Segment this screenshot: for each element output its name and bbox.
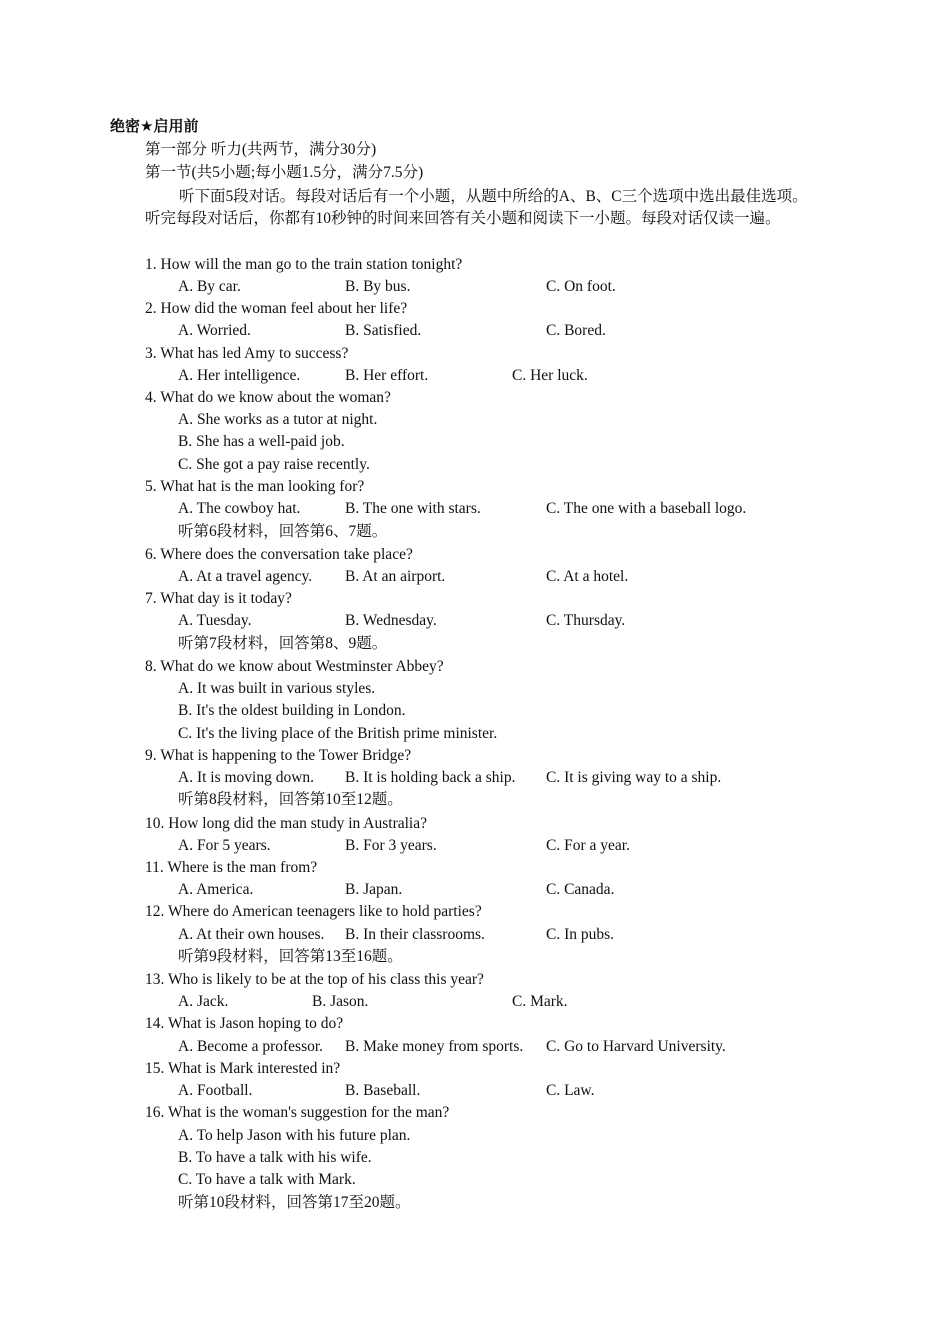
q6-option-b: B. At an airport. [345,568,446,585]
q12-option-a: A. At their own houses. [178,926,325,943]
question-13: 13. Who is likely to be at the top of his class this year? [145,971,484,988]
q9-option-b: B. It is holding back a ship. [345,769,516,786]
question-7: 7. What day is it today? [145,590,292,607]
part-heading: 第一部分 听力(共两节，满分30分) [145,141,377,158]
q14-option-a: A. Become a professor. [178,1038,324,1055]
q15-option-c: C. Law. [546,1082,595,1099]
q11-option-a: A. America. [178,881,254,898]
q13-option-c: C. Mark. [512,993,568,1010]
section-note-10: 听第10段材料，回答第17至20题。 [178,1194,411,1211]
question-10: 10. How long did the man study in Australia? [145,815,427,832]
question-1: 1. How will the man go to the train station tonight? [145,256,463,273]
q7-option-c: C. Thursday. [546,612,626,629]
q7-option-a: A. Tuesday. [178,612,252,629]
q14-option-c: C. Go to Harvard University. [546,1038,726,1055]
q4-option-a: A. She works as a tutor at night. [178,411,378,428]
instructions: 听下面5段对话。每段对话后有一个小题，从题中所给的A、B、C三个选项中选出最佳选项。听完每段对话后，你都有10秒钟的时间来回答有关小题和阅读下一小题。每段对话仅读一遍。 [145,188,808,228]
q16-option-b: B. To have a talk with his wife. [178,1149,372,1166]
question-8: 8. What do we know about Westminster Abbey? [145,658,444,675]
question-16: 16. What is the woman's suggestion for the man? [145,1104,450,1121]
q9-option-a: A. It is moving down. [178,769,315,786]
q5-option-b: B. The one with stars. [345,500,481,517]
q7-option-b: B. Wednesday. [345,612,437,629]
q2-option-c: C. Bored. [546,322,606,339]
q10-option-a: A. For 5 years. [178,837,271,854]
q12-option-c: C. In pubs. [546,926,615,943]
q12-option-b: B. In their classrooms. [345,926,485,943]
question-5: 5. What hat is the man looking for? [145,478,365,495]
section-heading: 第一节(共5小题;每小题1.5分，满分7.5分) [145,164,424,181]
section-note-8: 听第8段材料，回答第10至12题。 [178,791,403,808]
section-note-6: 听第6段材料，回答第6、7题。 [178,523,388,540]
question-14: 14. What is Jason hoping to do? [145,1015,344,1032]
confidential-label: 绝密★启用前 [110,117,199,135]
q3-option-c: C. Her luck. [512,367,588,384]
q1-option-a: A. By car. [178,278,241,295]
q5-option-c: C. The one with a baseball logo. [546,500,747,517]
q15-option-a: A. Football. [178,1082,253,1099]
q10-option-b: B. For 3 years. [345,837,437,854]
q4-option-b: B. She has a well-paid job. [178,433,345,450]
question-6: 6. Where does the conversation take place? [145,546,413,563]
q6-option-a: A. At a travel agency. [178,568,313,585]
question-9: 9. What is happening to the Tower Bridge? [145,747,412,764]
q16-option-a: A. To help Jason with his future plan. [178,1127,411,1144]
q8-option-a: A. It was built in various styles. [178,680,376,697]
q13-option-a: A. Jack. [178,993,229,1010]
question-11: 11. Where is the man from? [145,859,318,876]
q11-option-c: C. Canada. [546,881,615,898]
question-15: 15. What is Mark interested in? [145,1060,341,1077]
q5-option-a: A. The cowboy hat. [178,500,301,517]
q1-option-c: C. On foot. [546,278,616,295]
section-note-7: 听第7段材料，回答第8、9题。 [178,635,388,652]
q6-option-c: C. At a hotel. [546,568,629,585]
q16-option-c: C. To have a talk with Mark. [178,1171,356,1188]
question-2: 2. How did the woman feel about her life? [145,300,408,317]
q8-option-c: C. It's the living place of the British prime minister. [178,725,498,742]
q3-option-b: B. Her effort. [345,367,429,384]
q3-option-a: A. Her intelligence. [178,367,301,384]
q13-option-b: B. Jason. [312,993,369,1010]
q2-option-b: B. Satisfied. [345,322,422,339]
q10-option-c: C. For a year. [546,837,630,854]
q14-option-b: B. Make money from sports. [345,1038,524,1055]
q2-option-a: A. Worried. [178,322,251,339]
q9-option-c: C. It is giving way to a ship. [546,769,722,786]
q15-option-b: B. Baseball. [345,1082,421,1099]
q8-option-b: B. It's the oldest building in London. [178,702,406,719]
question-4: 4. What do we know about the woman? [145,389,391,406]
q11-option-b: B. Japan. [345,881,403,898]
question-3: 3. What has led Amy to success? [145,345,349,362]
question-12: 12. Where do American teenagers like to hold parties? [145,903,482,920]
q4-option-c: C. She got a pay raise recently. [178,456,370,473]
q1-option-b: B. By bus. [345,278,411,295]
section-note-9: 听第9段材料，回答第13至16题。 [178,948,403,965]
